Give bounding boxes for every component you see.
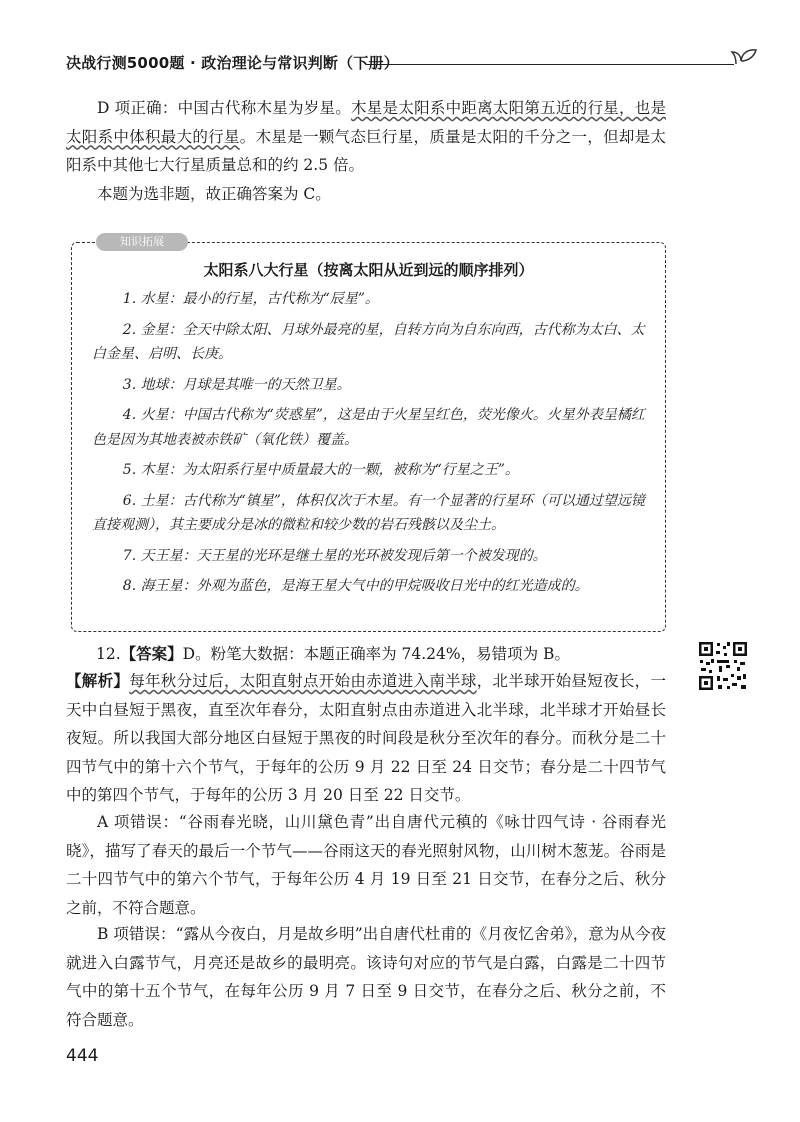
answer-text: D。粉笔大数据：本题正确率为 74.24%，易错项为 B。 (182, 645, 570, 663)
analysis-text: ，北半球开始昼短夜长，一天中白昼短于黑夜，直至次年春分，太阳直射点由赤道进入北半球，北半球才开始昼长夜短。所以我国大部分地区白昼短于黑夜的时间段是秋分至次年的春分。而秋分是二十四节气中的第十六个节气，于每年的公历 9 月 22 日至 24 日交节；春分是二十四节气中的第四个节气，于每年的公历 3 月 20 日至 22 日交节。 (66, 672, 666, 804)
page-number: 444 (66, 1046, 99, 1066)
qr-code-icon[interactable] (697, 640, 749, 692)
analysis-paragraph (66, 667, 666, 810)
list-item: 3. 地球：月球是其唯一的天然卫星。 (122, 376, 351, 393)
conclusion-paragraph: 本题为选非题，故正确答案为 C。 (97, 185, 331, 203)
book-title: 决战行测5000题 · 政治理论与常识判断（下册） (66, 54, 399, 72)
q12-answer (96, 641, 656, 667)
list-item: 2. 金星：全天中除太阳、月球外最亮的星，自转方向为自东向西，古代称为太白、太白金星、启明、长庚。 (92, 321, 645, 362)
planet-list (92, 287, 647, 605)
option-b-paragraph: B 项错误：“露从今夜白，月是故乡明”出自唐代杜甫的《月夜忆舍弟》，意为从今夜就进入白露节气，月亮还是故乡的最明亮。该诗句对应的节气是白露，白露是二十四节气中的第十五个节气，在每年公历 9 月 7 日至 9 日交节，在春分之后、秋分之前，不符合题意。 (66, 925, 666, 1029)
knowledge-title: 太阳系八大行星（按离太阳从近到远的顺序排列） (203, 261, 534, 279)
header-rule (366, 64, 734, 65)
analysis-label: 【解析】 (66, 671, 130, 690)
knowledge-box (71, 235, 666, 632)
knowledge-tag: 知识拓展 (96, 233, 188, 251)
running-header (66, 50, 756, 80)
sprout-icon (730, 44, 758, 70)
analysis-underlined: 每年秋分过后，太阳直射点开始由赤道进入南半球 (129, 672, 477, 690)
list-item: 7. 天王星：天王星的光环是继土星的光环被发现后第一个被发现的。 (122, 547, 547, 564)
option-d-underlined: 木星是太阳系中距离太阳第五近的行星，也是太阳系中体积最大的行星 (66, 99, 666, 146)
list-item: 5. 木星：为太阳系行星中质量最大的一颗，被称为“行星之王”。 (122, 462, 519, 478)
option-d-lead: D 项正确：中国古代称木星为岁星。 (97, 99, 352, 117)
option-d-rest: 。木星是一颗气态巨行星，质量是太阳的千分之一，但却是太阳系中其他七大行星质量总和的约 2.5 倍。 (66, 127, 666, 174)
list-item: 4. 火星：中国古代称为“荧惑星”，这是由于火星呈红色，荧光像火。火星外表呈橘红色是因为其地表被赤铁矿（氧化铁）覆盖。 (92, 407, 645, 448)
option-a-paragraph: A 项错误：“谷雨春光晓，山川黛色青”出自唐代元稹的《咏廿四气诗 · 谷雨春光晓》，描写了春天的最后一个节气——谷雨这天的春光照射风物，山川树木葱茏。谷雨是二十四节气中的第六个节气，于每年公历 4 月 19 日至 21 日交节，在春分之后、秋分之前，不符合题意。 (66, 813, 666, 917)
question-number: 12. (96, 645, 121, 663)
answer-label: 【答案】 (120, 644, 183, 663)
list-item: 8. 海王星：外观为蓝色，是海王星大气中的甲烷吸收日光中的红光造成的。 (122, 578, 589, 594)
list-item: 6. 土星：古代称为“镇星”，体积仅次于木星。有一个显著的行星环（可以通过望远镜直接观测），其主要成分是冰的微粒和较少数的岩石残骸以及尘土。 (92, 492, 645, 533)
option-d-paragraph (66, 94, 666, 180)
list-item: 1. 水星：最小的行星，古代称为“辰星”。 (122, 291, 379, 307)
